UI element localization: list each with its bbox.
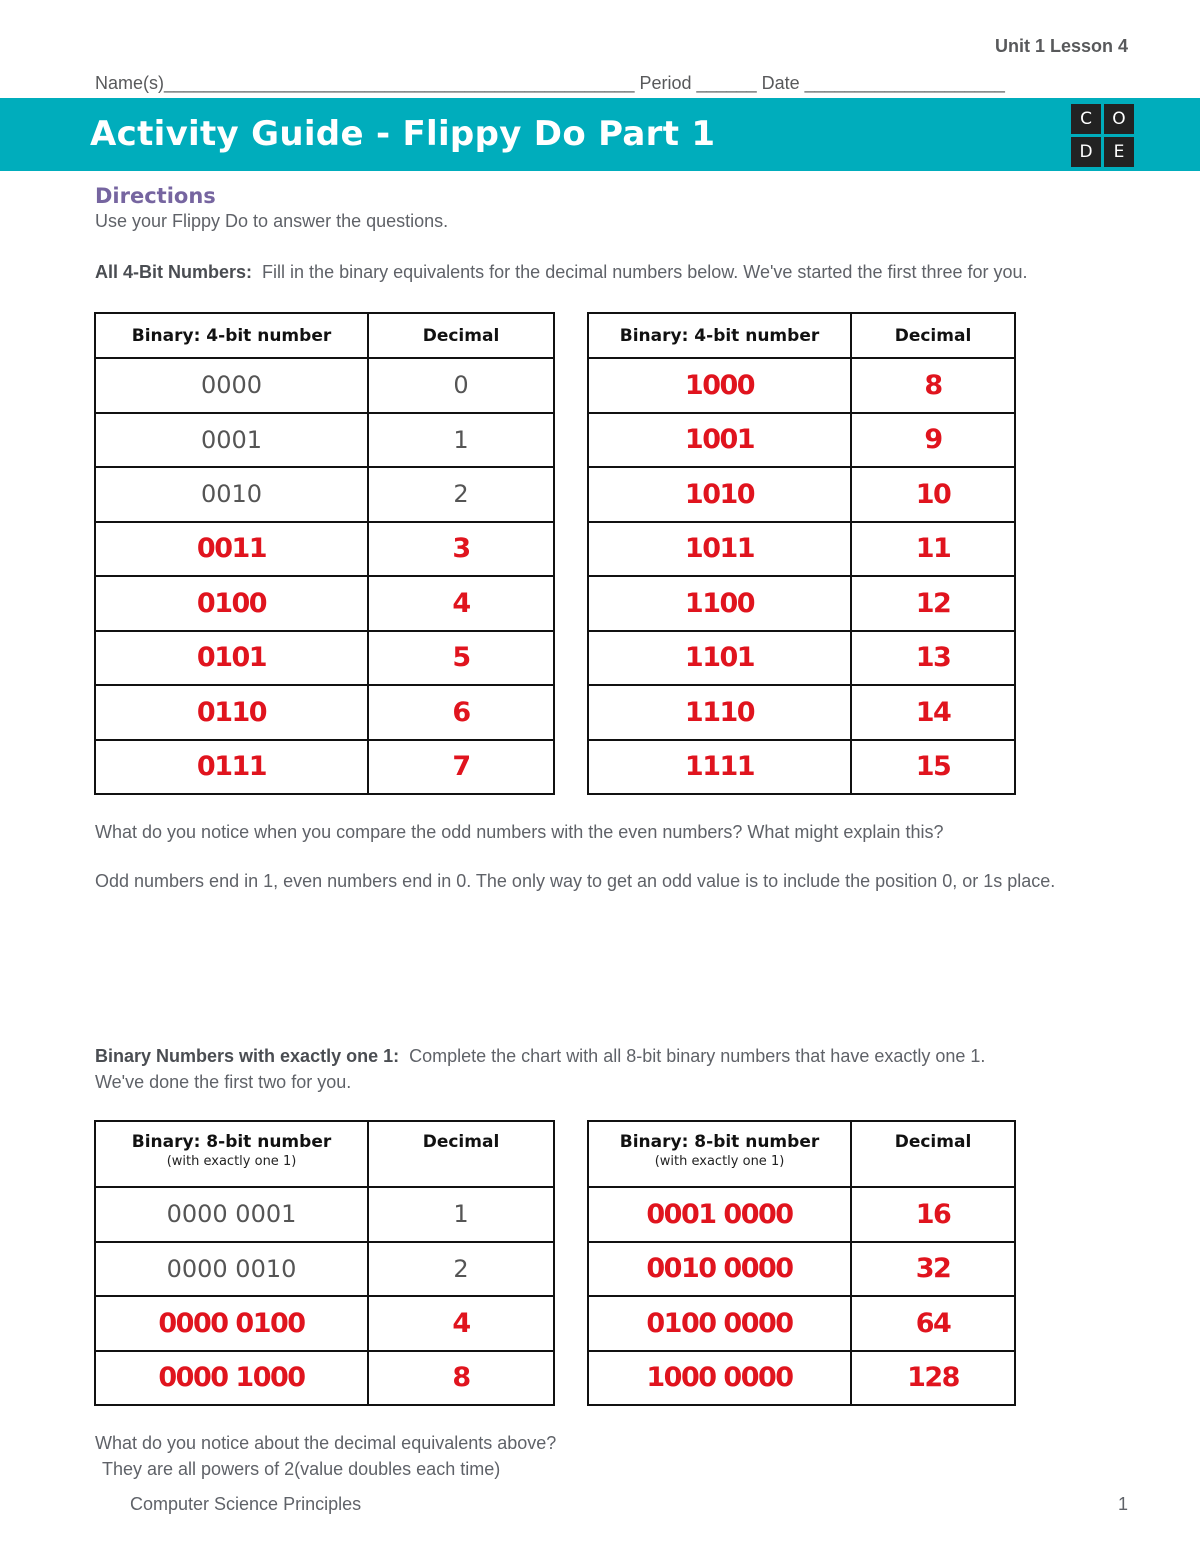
table-row <box>588 522 1015 577</box>
column-header-binary <box>588 1121 851 1187</box>
decimal-cell: 11 <box>851 522 1015 577</box>
decimal-cell: 6 <box>368 685 554 740</box>
section2-label: Binary Numbers with exactly one 1: <box>95 1046 400 1066</box>
binary-cell: 0000 <box>95 358 368 413</box>
decimal-cell: 0 <box>368 358 554 413</box>
column-header-binary: Binary: 4-bit number <box>95 313 368 358</box>
column-header-decimal: Decimal <box>368 313 554 358</box>
table-row <box>95 413 554 468</box>
decimal-cell: 32 <box>851 1242 1015 1297</box>
decimal-cell: 8 <box>851 358 1015 413</box>
binary-cell: 0010 <box>95 467 368 522</box>
decimal-cell: 2 <box>368 467 554 522</box>
table-row <box>95 358 554 413</box>
unit-lesson-label: Unit 1 Lesson 4 <box>994 36 1128 56</box>
page-title: Activity Guide - Flippy Do Part 1 <box>90 114 716 154</box>
decimal-cell: 14 <box>851 685 1015 740</box>
binary-cell: 1110 <box>588 685 851 740</box>
binary-cell: 0001 0000 <box>588 1187 851 1242</box>
section1-question: What do you notice when you compare the odd numbers with the even numbers? What might explain this? <box>95 822 944 842</box>
binary-cell: 1000 0000 <box>588 1351 851 1406</box>
section2-instructions <box>95 1043 1105 1095</box>
binary-cell: 0110 <box>95 685 368 740</box>
binary-cell: 0010 0000 <box>588 1242 851 1297</box>
table-row <box>588 740 1015 795</box>
table-row <box>95 1351 554 1406</box>
table-row <box>95 467 554 522</box>
section2-instructions-text: Complete the chart with all 8-bit binary numbers that have exactly one 1. <box>409 1046 986 1066</box>
binary-cell: 1011 <box>588 522 851 577</box>
binary-cell: 0100 0000 <box>588 1296 851 1351</box>
binary-cell: 1010 <box>588 467 851 522</box>
decimal-cell: 1 <box>368 413 554 468</box>
table-row <box>588 576 1015 631</box>
directions-heading: Directions <box>95 184 216 208</box>
table-row <box>95 1242 554 1297</box>
code-logo <box>1071 104 1135 168</box>
decimal-cell: 1 <box>368 1187 554 1242</box>
decimal-cell: 8 <box>368 1351 554 1406</box>
eight-bit-table-right <box>587 1120 1016 1406</box>
section1-instructions <box>95 259 1028 285</box>
decimal-cell: 7 <box>368 740 554 795</box>
section2-instructions-text-2: We've done the first two for you. <box>95 1072 352 1092</box>
section2-answer: They are all powers of 2(value doubles each time) <box>102 1459 501 1479</box>
table-row <box>95 685 554 740</box>
binary-cell: 1100 <box>588 576 851 631</box>
table-row <box>588 685 1015 740</box>
table-row <box>588 467 1015 522</box>
binary-cell: 0000 0010 <box>95 1242 368 1297</box>
binary-cell: 1111 <box>588 740 851 795</box>
binary-cell: 0000 0100 <box>95 1296 368 1351</box>
table-row <box>588 358 1015 413</box>
binary-cell: 1001 <box>588 413 851 468</box>
table-row <box>588 413 1015 468</box>
directions-text: Use your Flippy Do to answer the questions. <box>95 211 449 231</box>
table-row <box>588 631 1015 686</box>
name-period-date-line: Name(s)_______________________________________________ Period ______ Date ____________________ <box>95 73 1005 93</box>
decimal-cell: 12 <box>851 576 1015 631</box>
section2-question: What do you notice about the decimal equivalents above? <box>95 1433 557 1453</box>
table-row <box>95 1187 554 1242</box>
section1-answer: Odd numbers end in 1, even numbers end in 0. The only way to get an odd value is to include the position 0, or 1s place. <box>95 871 1056 891</box>
table-row <box>95 1296 554 1351</box>
column-header-binary-label: Binary: 8-bit number <box>619 1132 820 1152</box>
decimal-cell: 4 <box>368 576 554 631</box>
column-header-binary: Binary: 4-bit number <box>588 313 851 358</box>
decimal-cell: 10 <box>851 467 1015 522</box>
decimal-cell: 16 <box>851 1187 1015 1242</box>
binary-cell: 0011 <box>95 522 368 577</box>
column-header-binary-label: Binary: 8-bit number <box>131 1132 332 1152</box>
table-row <box>588 1242 1015 1297</box>
binary-cell: 1101 <box>588 631 851 686</box>
decimal-cell: 64 <box>851 1296 1015 1351</box>
section1-instructions-text: Fill in the binary equivalents for the decimal numbers below. We've started the first three for you. <box>262 262 1028 282</box>
column-header-binary-sub: (with exactly one 1) <box>654 1154 785 1169</box>
logo-letter: E <box>1104 137 1134 167</box>
table-row <box>95 576 554 631</box>
table-row <box>588 1187 1015 1242</box>
table-row <box>588 1351 1015 1406</box>
four-bit-table-left <box>94 312 555 795</box>
binary-cell: 0000 1000 <box>95 1351 368 1406</box>
binary-cell: 0000 0001 <box>95 1187 368 1242</box>
column-header-binary-sub: (with exactly one 1) <box>166 1154 297 1169</box>
logo-letter: D <box>1071 137 1101 167</box>
table-row <box>95 740 554 795</box>
binary-cell: 1000 <box>588 358 851 413</box>
logo-letter: O <box>1104 104 1134 134</box>
decimal-cell: 15 <box>851 740 1015 795</box>
column-header-decimal: Decimal <box>851 313 1015 358</box>
column-header-decimal: Decimal <box>851 1121 1015 1187</box>
binary-cell: 0101 <box>95 631 368 686</box>
column-header-binary <box>95 1121 368 1187</box>
eight-bit-table-left <box>94 1120 555 1406</box>
binary-cell: 0001 <box>95 413 368 468</box>
table-row <box>95 631 554 686</box>
decimal-cell: 13 <box>851 631 1015 686</box>
binary-cell: 0100 <box>95 576 368 631</box>
column-header-decimal: Decimal <box>368 1121 554 1187</box>
page-number: 1 <box>1117 1494 1128 1514</box>
four-bit-table-right <box>587 312 1016 795</box>
logo-letter: C <box>1071 104 1101 134</box>
table-row <box>95 522 554 577</box>
decimal-cell: 9 <box>851 413 1015 468</box>
decimal-cell: 3 <box>368 522 554 577</box>
decimal-cell: 4 <box>368 1296 554 1351</box>
table-row <box>588 1296 1015 1351</box>
decimal-cell: 2 <box>368 1242 554 1297</box>
binary-cell: 0111 <box>95 740 368 795</box>
section1-label: All 4-Bit Numbers: <box>95 262 253 282</box>
decimal-cell: 5 <box>368 631 554 686</box>
decimal-cell: 128 <box>851 1351 1015 1406</box>
footer-course: Computer Science Principles <box>130 1494 362 1514</box>
